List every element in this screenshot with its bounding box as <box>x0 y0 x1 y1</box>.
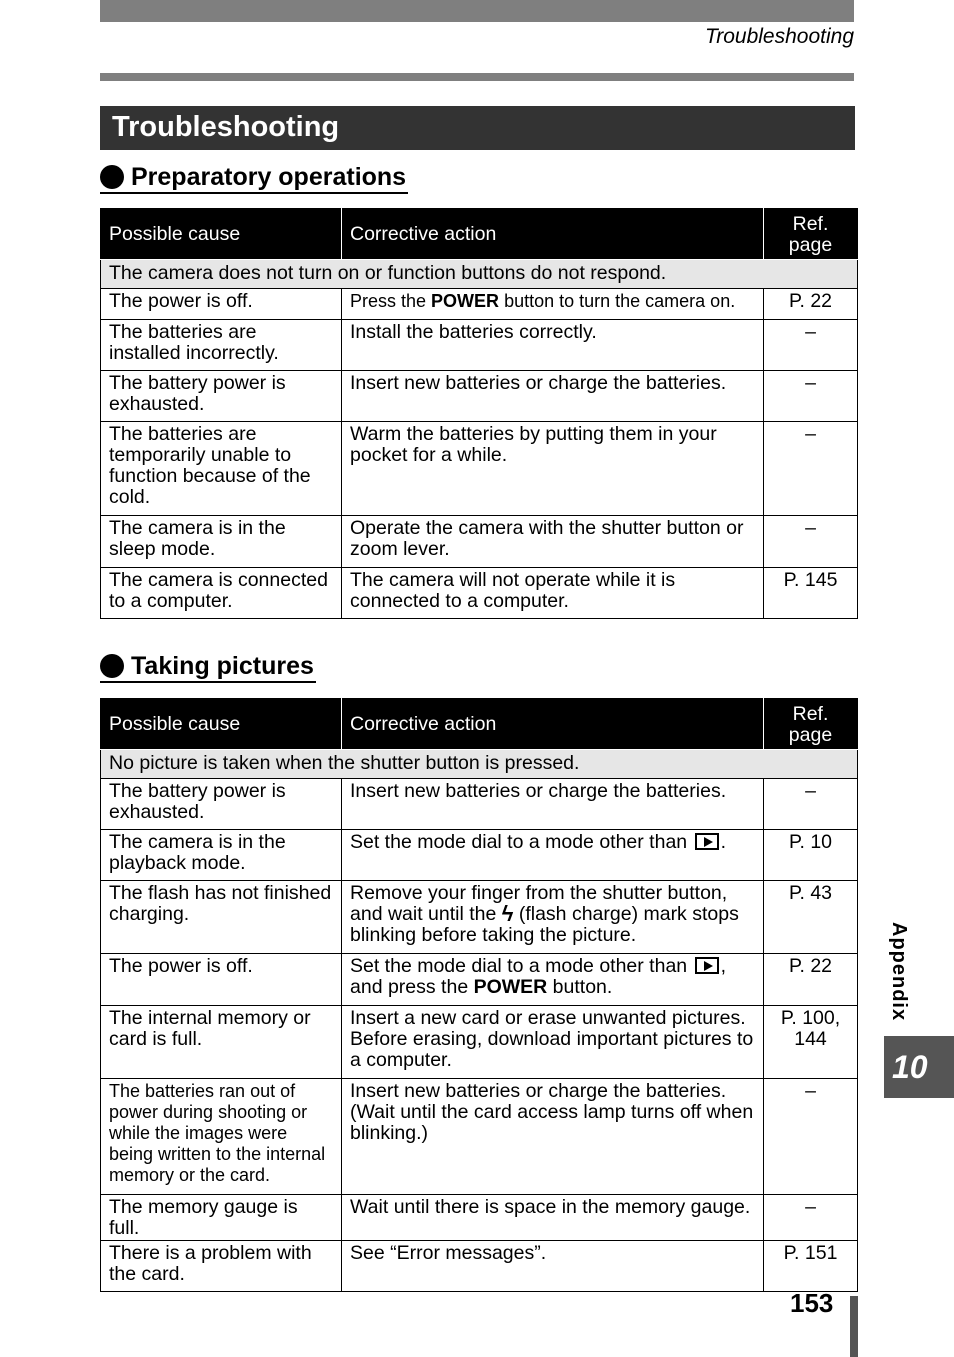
section-heading-preparatory <box>100 162 408 194</box>
table-row <box>101 1079 858 1195</box>
header-corrective-action: Corrective action <box>342 209 764 260</box>
action-cell <box>342 289 764 320</box>
table-row <box>101 516 858 568</box>
ref-cell: – <box>764 371 858 422</box>
header-rule <box>100 73 854 81</box>
ref-cell: P. 22 <box>764 954 858 1006</box>
ref-cell: P. 22 <box>764 289 858 320</box>
table-row <box>101 371 858 422</box>
action-cell: Insert new batteries or charge the batteries. <box>342 371 764 422</box>
action-cell <box>342 954 764 1006</box>
group-label: No picture is taken when the shutter button is pressed. <box>101 750 858 779</box>
header-corrective-action: Corrective action <box>342 699 764 750</box>
action-text: Press the <box>350 291 432 311</box>
ref-cell: P. 10 <box>764 830 858 881</box>
group-label: The camera does not turn on or function buttons do not respond. <box>101 260 858 289</box>
group-row <box>101 260 858 289</box>
section-heading-text: Preparatory operations <box>131 163 407 191</box>
table-row <box>101 779 858 830</box>
action-cell: Install the batteries correctly. <box>342 320 764 371</box>
action-cell: See “Error messages”. <box>342 1241 764 1292</box>
table-row <box>101 881 858 954</box>
cause-cell: The flash has not finished charging. <box>101 881 342 954</box>
action-cell: Insert a new card or erase unwanted pictures. Before erasing, download important pictures to a computer. <box>342 1006 764 1079</box>
cause-cell: The batteries ran out of power during shooting or while the images were being written to the internal memory or the card. <box>101 1079 342 1195</box>
cause-cell: The batteries are installed incorrectly. <box>101 320 342 371</box>
table-row <box>101 1195 858 1241</box>
ref-cell: P. 145 <box>764 568 858 619</box>
header-ref-page: Ref. page <box>764 699 858 750</box>
table-row <box>101 1241 858 1292</box>
cause-cell: The battery power is exhausted. <box>101 779 342 830</box>
table-row <box>101 830 858 881</box>
table-header-row <box>101 209 858 260</box>
ref-cell: – <box>764 779 858 830</box>
preparatory-table <box>100 208 858 619</box>
ref-cell: – <box>764 516 858 568</box>
cause-cell: The internal memory or card is full. <box>101 1006 342 1079</box>
action-text: Set the mode dial to a mode other than <box>350 955 693 977</box>
ref-cell: P. 100, 144 <box>764 1006 858 1079</box>
ref-cell: P. 151 <box>764 1241 858 1292</box>
action-text: button to turn the camera on. <box>499 291 736 311</box>
table-row <box>101 954 858 1006</box>
cause-cell: The power is off. <box>101 289 342 320</box>
action-cell: The camera will not operate while it is connected to a computer. <box>342 568 764 619</box>
page-number-bar <box>850 1296 858 1357</box>
action-text: Set the mode dial to a mode other than <box>350 831 693 853</box>
action-cell: Insert new batteries or charge the batteries. (Wait until the card access lamp turns off when blinking.) <box>342 1079 764 1195</box>
cause-cell: The camera is in the playback mode. <box>101 830 342 881</box>
section-heading-text: Taking pictures <box>131 652 314 680</box>
ref-cell: – <box>764 422 858 516</box>
cause-cell: The camera is in the sleep mode. <box>101 516 342 568</box>
playback-icon <box>695 957 719 974</box>
appendix-side-label: Appendix <box>888 922 910 1022</box>
cause-cell: The batteries are temporarily unable to function because of the cold. <box>101 422 342 516</box>
page-title: Troubleshooting <box>100 106 855 150</box>
bullet-circle-icon <box>100 165 124 189</box>
table-row <box>101 422 858 516</box>
section-heading-taking-pictures <box>100 651 316 683</box>
table-row <box>101 1006 858 1079</box>
header-bar <box>100 0 854 22</box>
bullet-circle-icon <box>100 654 124 678</box>
cause-cell: The camera is connected to a computer. <box>101 568 342 619</box>
action-cell: Wait until there is space in the memory gauge. <box>342 1195 764 1241</box>
ref-cell: – <box>764 1079 858 1195</box>
playback-icon <box>695 833 719 850</box>
action-text: (flash charge) mark stops blinking before taking the picture. <box>350 903 739 946</box>
cause-cell: The memory gauge is full. <box>101 1195 342 1241</box>
action-cell: Warm the batteries by putting them in your pocket for a while. <box>342 422 764 516</box>
table-row <box>101 320 858 371</box>
action-cell <box>342 830 764 881</box>
cause-cell: There is a problem with the card. <box>101 1241 342 1292</box>
running-head: Troubleshooting <box>704 25 854 48</box>
action-cell: Insert new batteries or charge the batteries. <box>342 779 764 830</box>
ref-cell: – <box>764 320 858 371</box>
action-text: button. <box>547 976 613 998</box>
action-cell: Operate the camera with the shutter button or zoom lever. <box>342 516 764 568</box>
cause-cell: The battery power is exhausted. <box>101 371 342 422</box>
page-number: 153 <box>790 1288 834 1318</box>
ref-cell: – <box>764 1195 858 1241</box>
header-possible-cause: Possible cause <box>101 699 342 750</box>
header-ref-page: Ref. page <box>764 209 858 260</box>
cause-cell: The power is off. <box>101 954 342 1006</box>
flash-icon: ϟ <box>501 901 514 926</box>
action-text: . <box>720 831 726 853</box>
table-row <box>101 289 858 320</box>
action-text: , and press the <box>350 955 726 998</box>
power-label: POWER <box>473 976 548 998</box>
taking-pictures-table <box>100 698 858 1292</box>
group-row <box>101 750 858 779</box>
action-text: Remove your finger from the shutter button, and wait until the <box>350 882 728 925</box>
action-cell <box>342 881 764 954</box>
chapter-tab: 10 <box>884 1036 954 1098</box>
table-header-row <box>101 699 858 750</box>
header-possible-cause: Possible cause <box>101 209 342 260</box>
power-label: POWER <box>431 291 500 311</box>
table-row <box>101 568 858 619</box>
ref-cell: P. 43 <box>764 881 858 954</box>
